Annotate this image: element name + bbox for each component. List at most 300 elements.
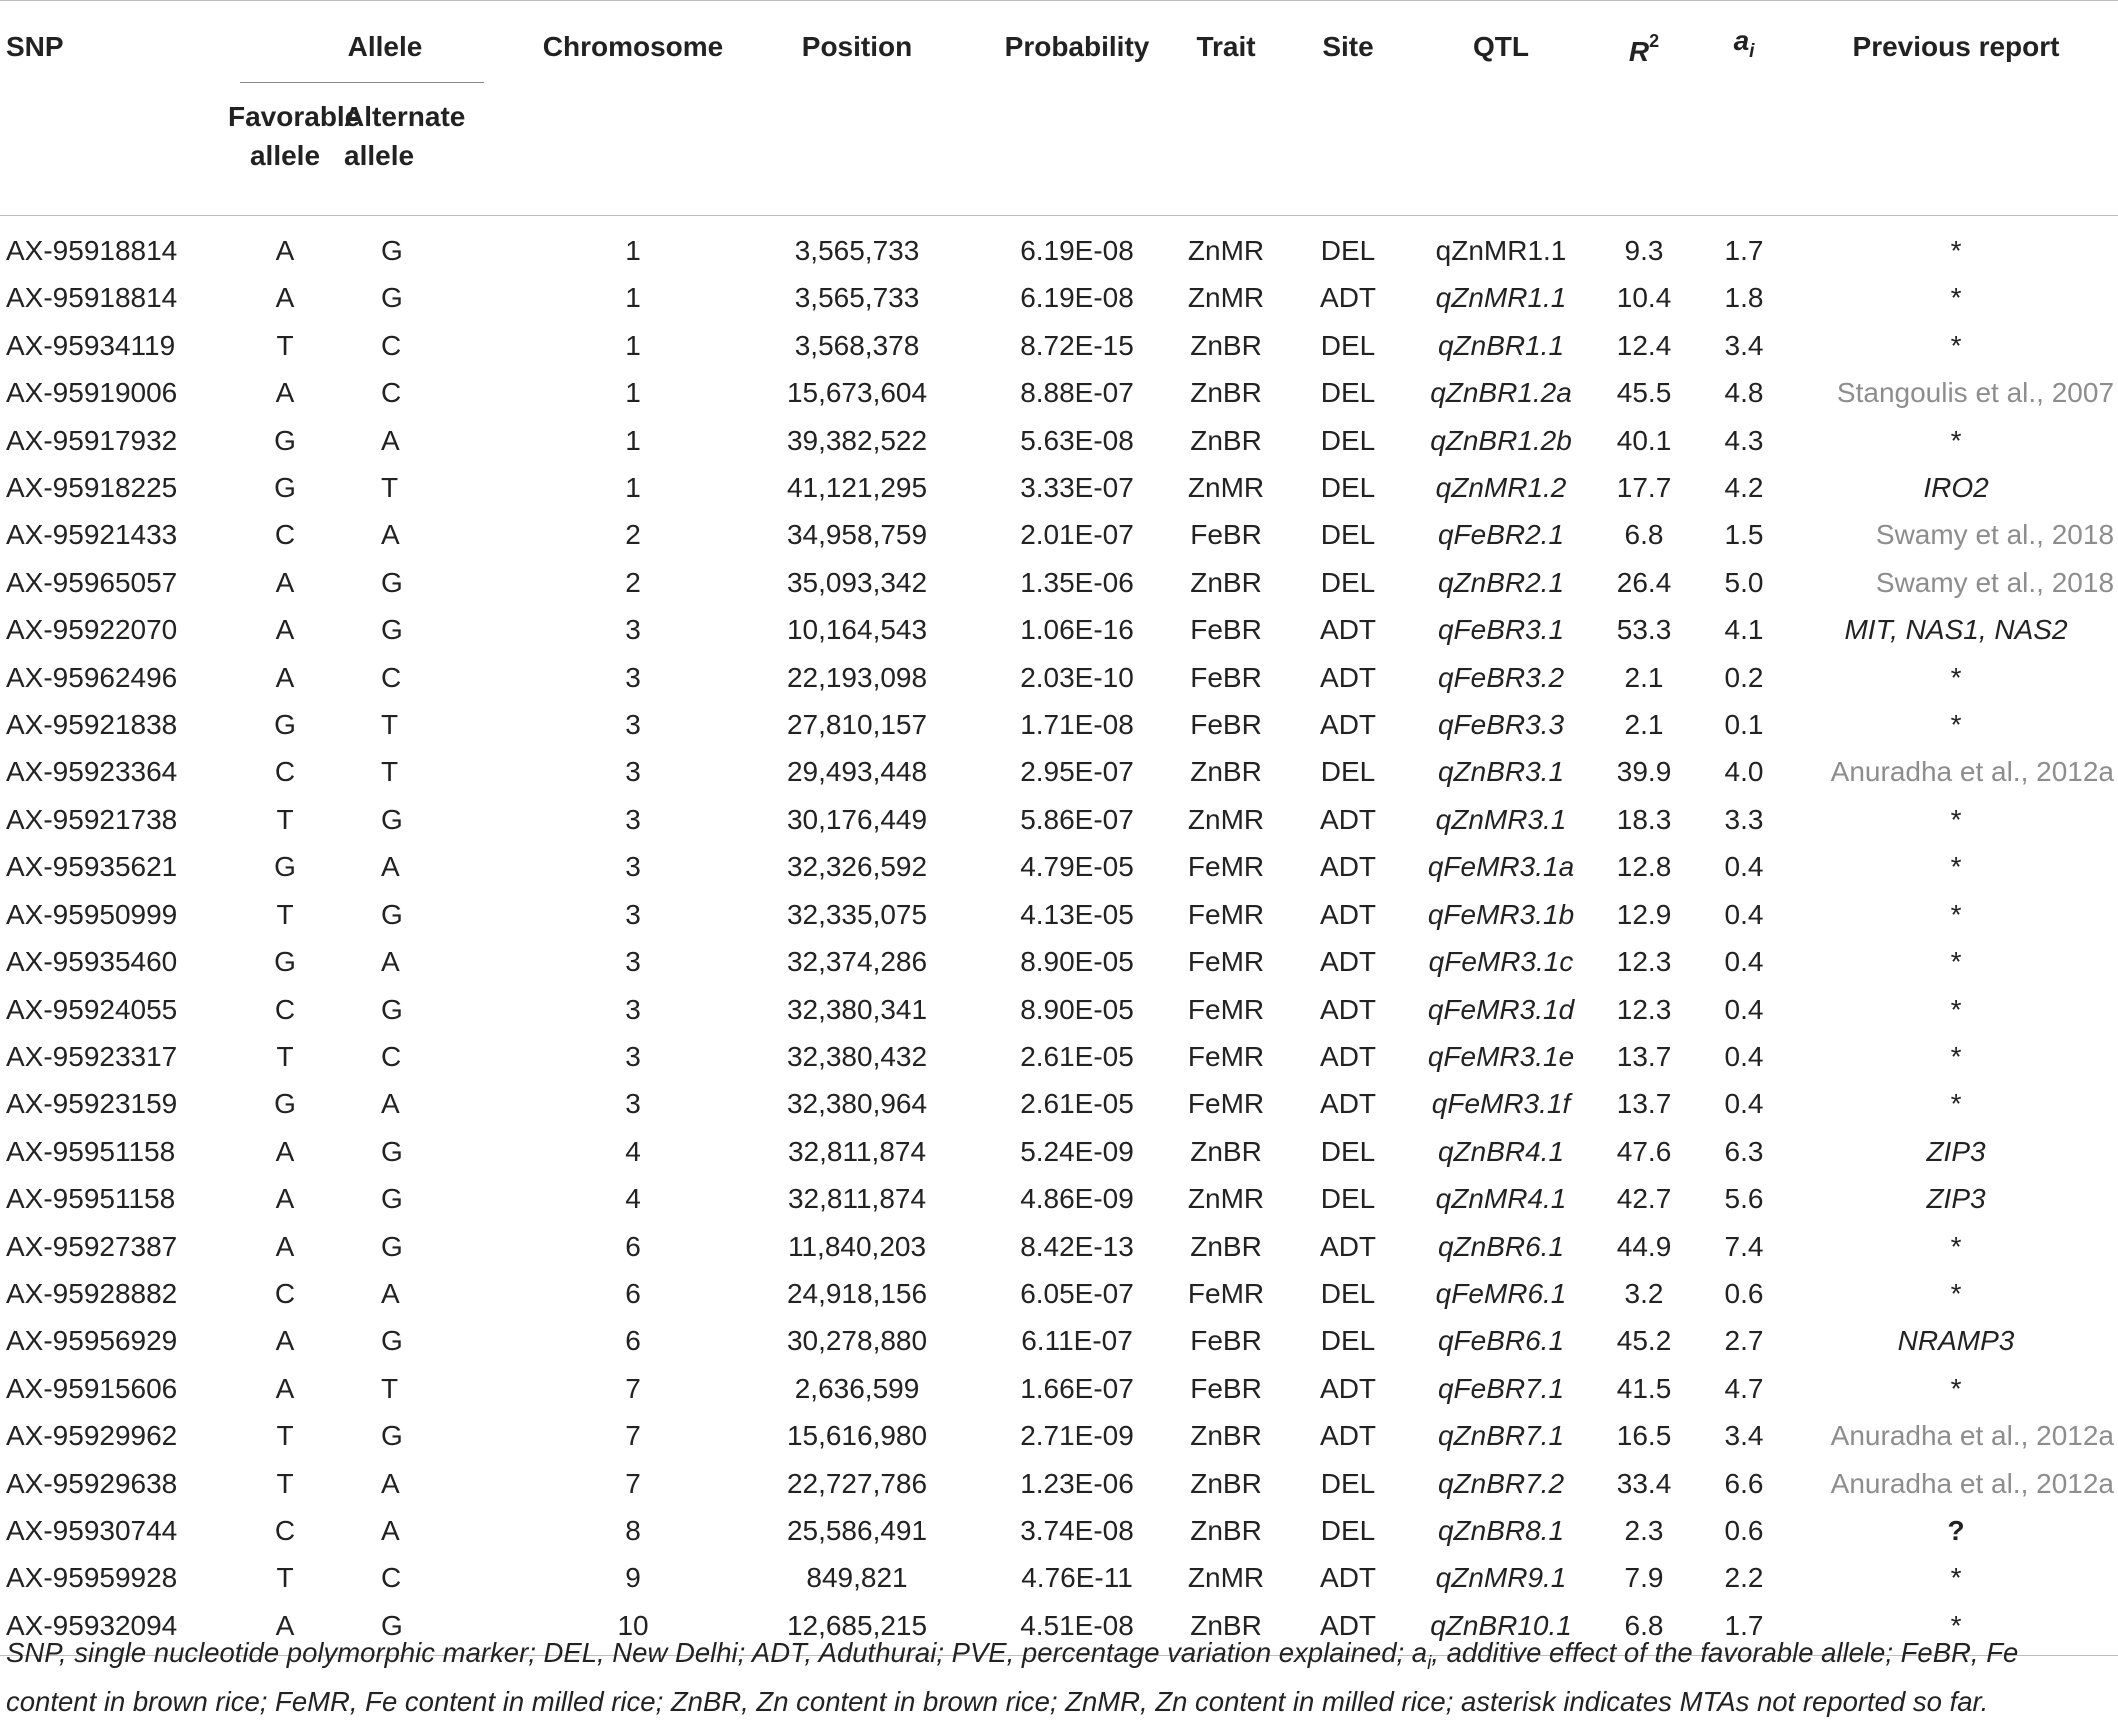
r2-cell: 6.8 xyxy=(1624,1609,1664,1641)
alternate-allele-cell: G xyxy=(381,235,403,266)
site-cell: DEL xyxy=(1320,1467,1376,1499)
favorable-allele-cell: T xyxy=(276,803,294,835)
qtl-cell: qZnBR1.1 xyxy=(1437,329,1565,361)
col-favorable-allele: Favorable allele xyxy=(228,101,361,171)
position-cell: 39,382,522 xyxy=(786,424,928,456)
favorable-allele-cell: A xyxy=(275,661,295,693)
previous-report-cell: * xyxy=(1950,1040,1962,1072)
alternate-allele-cell: A xyxy=(381,519,400,551)
site-cell: DEL xyxy=(1320,1277,1376,1309)
probability-cell: 2.95E-07 xyxy=(1020,756,1134,788)
trait-cell: ZnMR xyxy=(1187,1562,1265,1594)
previous-report-cell: Swamy et al., 2018 xyxy=(1875,519,2115,551)
site-cell: ADT xyxy=(1320,1420,1377,1452)
trait-cell: FeBR xyxy=(1190,1325,1262,1357)
favorable-allele-cell: C xyxy=(274,1514,296,1546)
snp-cell: AX-95923159 xyxy=(6,1088,178,1120)
site-cell: DEL xyxy=(1320,519,1376,551)
position-cell: 30,278,880 xyxy=(786,1325,928,1357)
position-cell: 22,193,098 xyxy=(786,661,928,693)
chromosome-cell: 1 xyxy=(625,377,641,409)
favorable-allele-cell: C xyxy=(274,1277,296,1309)
table-row xyxy=(0,796,2118,843)
table-row xyxy=(0,1223,2118,1270)
table-body xyxy=(0,216,2118,1656)
site-cell: DEL xyxy=(1320,424,1376,456)
site-cell: ADT xyxy=(1320,614,1377,646)
previous-report-cell: Anuradha et al., 2012a xyxy=(1830,1420,2115,1452)
ai-cell: 0.4 xyxy=(1724,946,1764,978)
table-row xyxy=(0,369,2118,416)
table-row xyxy=(0,891,2118,938)
favorable-allele-cell: G xyxy=(274,946,296,978)
col-snp: SNP xyxy=(6,30,64,62)
previous-report-cell: ? xyxy=(1947,1514,1965,1546)
alternate-allele-cell: A xyxy=(381,1088,400,1120)
trait-cell: FeMR xyxy=(1187,898,1265,930)
alternate-allele-cell: C xyxy=(381,1040,402,1072)
ai-cell: 4.7 xyxy=(1724,1372,1764,1404)
site-cell: ADT xyxy=(1320,1609,1377,1641)
ai-cell: 3.4 xyxy=(1724,329,1764,361)
trait-cell: ZnBR xyxy=(1190,756,1262,788)
r2-cell: 2.1 xyxy=(1624,661,1664,693)
ai-cell: 1.7 xyxy=(1724,235,1764,266)
site-cell: ADT xyxy=(1320,1230,1377,1262)
position-cell: 15,616,980 xyxy=(786,1420,928,1452)
alternate-allele-cell: G xyxy=(381,993,403,1025)
qtl-cell: qZnBR10.1 xyxy=(1430,1609,1572,1641)
site-cell: DEL xyxy=(1320,472,1376,504)
table-row xyxy=(0,938,2118,985)
ai-cell: 0.4 xyxy=(1724,898,1764,930)
trait-cell: ZnMR xyxy=(1187,1183,1265,1215)
ai-cell: 2.2 xyxy=(1724,1562,1764,1594)
col-site: Site xyxy=(1322,30,1374,62)
qtl-cell: qFeMR3.1a xyxy=(1427,851,1575,883)
previous-report-cell: * xyxy=(1950,661,1962,693)
table-row xyxy=(0,1507,2118,1554)
probability-cell: 4.13E-05 xyxy=(1020,898,1134,930)
table-row xyxy=(0,701,2118,748)
chromosome-cell: 7 xyxy=(625,1420,641,1452)
ai-cell: 0.4 xyxy=(1724,993,1764,1025)
snp-cell: AX-95928882 xyxy=(6,1277,178,1309)
alternate-allele-cell: C xyxy=(381,661,402,693)
chromosome-cell: 1 xyxy=(625,472,641,504)
probability-cell: 5.63E-08 xyxy=(1020,424,1134,456)
site-cell: ADT xyxy=(1320,709,1377,741)
site-cell: ADT xyxy=(1320,282,1377,314)
site-cell: ADT xyxy=(1320,1372,1377,1404)
alternate-allele-cell: C xyxy=(381,329,402,361)
chromosome-cell: 1 xyxy=(625,424,641,456)
position-cell: 30,176,449 xyxy=(786,803,928,835)
chromosome-cell: 3 xyxy=(625,661,641,693)
chromosome-cell: 3 xyxy=(625,1088,641,1120)
site-cell: DEL xyxy=(1320,329,1376,361)
alternate-allele-cell: G xyxy=(381,1325,403,1357)
alternate-allele-cell: A xyxy=(381,851,400,883)
probability-cell: 8.90E-05 xyxy=(1020,946,1134,978)
col-qtl: QTL xyxy=(1473,30,1530,62)
r2-cell: 7.9 xyxy=(1624,1562,1664,1594)
alternate-allele-cell: T xyxy=(381,709,399,741)
snp-cell: AX-95932094 xyxy=(6,1609,178,1641)
col-alternate-allele: Alternate allele xyxy=(344,101,466,171)
trait-cell: ZnBR xyxy=(1190,1609,1262,1641)
chromosome-cell: 9 xyxy=(625,1562,641,1594)
previous-report-cell: MIT, NAS1, NAS2 xyxy=(1844,614,2068,646)
favorable-allele-cell: A xyxy=(275,1183,295,1215)
favorable-allele-cell: G xyxy=(274,424,296,456)
previous-report-cell: * xyxy=(1950,898,1962,930)
favorable-allele-cell: A xyxy=(275,282,295,314)
r2-cell: 39.9 xyxy=(1616,756,1672,788)
position-cell: 29,493,448 xyxy=(786,756,928,788)
ai-cell: 4.3 xyxy=(1724,424,1764,456)
r2-cell: 10.4 xyxy=(1616,282,1672,314)
snp-cell: AX-95918814 xyxy=(6,282,178,314)
previous-report-cell: * xyxy=(1950,946,1962,978)
qtl-cell: qZnBR4.1 xyxy=(1437,1135,1565,1167)
favorable-allele-cell: G xyxy=(274,709,296,741)
favorable-allele-cell: A xyxy=(275,1325,295,1357)
qtl-cell: qFeBR7.1 xyxy=(1437,1372,1565,1404)
probability-cell: 3.33E-07 xyxy=(1020,472,1134,504)
site-cell: ADT xyxy=(1320,946,1377,978)
qtl-cell: qZnBR3.1 xyxy=(1437,756,1565,788)
snp-cell: AX-95918225 xyxy=(6,472,178,504)
site-cell: ADT xyxy=(1320,661,1377,693)
ai-cell: 0.6 xyxy=(1724,1277,1764,1309)
position-cell: 3,565,733 xyxy=(794,235,920,266)
qtl-cell: qFeMR3.1f xyxy=(1431,1088,1571,1120)
chromosome-cell: 3 xyxy=(625,709,641,741)
qtl-cell: qZnBR1.2b xyxy=(1430,424,1572,456)
site-cell: DEL xyxy=(1320,566,1376,598)
position-cell: 32,380,964 xyxy=(786,1088,928,1120)
position-cell: 22,727,786 xyxy=(786,1467,928,1499)
qtl-cell: qZnMR4.1 xyxy=(1435,1183,1567,1215)
position-cell: 34,958,759 xyxy=(786,519,928,551)
snp-cell: AX-95918814 xyxy=(6,235,178,266)
r2-cell: 47.6 xyxy=(1616,1135,1672,1167)
favorable-allele-cell: T xyxy=(276,1467,294,1499)
probability-cell: 2.61E-05 xyxy=(1020,1040,1134,1072)
position-cell: 11,840,203 xyxy=(787,1230,927,1262)
r2-cell: 12.3 xyxy=(1616,946,1672,978)
probability-cell: 4.86E-09 xyxy=(1020,1183,1134,1215)
ai-cell: 3.3 xyxy=(1724,803,1764,835)
site-cell: DEL xyxy=(1320,1135,1376,1167)
favorable-allele-cell: T xyxy=(276,1420,294,1452)
table-row xyxy=(0,1460,2118,1507)
table-row xyxy=(0,1412,2118,1459)
previous-report-cell: Stangoulis et al., 2007 xyxy=(1836,377,2115,409)
probability-cell: 5.24E-09 xyxy=(1020,1135,1134,1167)
position-cell: 3,565,733 xyxy=(794,282,920,314)
position-cell: 32,811,874 xyxy=(787,1183,927,1215)
r2-cell: 13.7 xyxy=(1616,1088,1672,1120)
qtl-cell: qFeBR6.1 xyxy=(1437,1325,1565,1357)
position-cell: 10,164,543 xyxy=(786,614,928,646)
trait-cell: FeMR xyxy=(1187,993,1265,1025)
r2-cell: 33.4 xyxy=(1616,1467,1672,1499)
position-cell: 32,380,432 xyxy=(786,1040,928,1072)
snp-cell: AX-95965057 xyxy=(6,566,178,598)
probability-cell: 4.79E-05 xyxy=(1020,851,1134,883)
favorable-allele-cell: T xyxy=(276,1040,294,1072)
chromosome-cell: 4 xyxy=(625,1135,641,1167)
probability-cell: 6.05E-07 xyxy=(1020,1277,1134,1309)
chromosome-cell: 2 xyxy=(625,566,641,598)
col-r2: $R^2$ xyxy=(1628,30,1660,67)
chromosome-cell: 3 xyxy=(625,993,641,1025)
table-row xyxy=(0,1554,2118,1601)
probability-cell: 6.19E-08 xyxy=(1020,235,1134,266)
probability-cell: 8.88E-07 xyxy=(1020,377,1134,409)
ai-cell: 6.3 xyxy=(1724,1135,1764,1167)
previous-report-cell: * xyxy=(1950,1372,1962,1404)
trait-cell: FeBR xyxy=(1190,519,1262,551)
favorable-allele-cell: A xyxy=(275,566,295,598)
position-cell: 27,810,157 xyxy=(786,709,928,741)
position-cell: 15,673,604 xyxy=(786,377,928,409)
chromosome-cell: 6 xyxy=(625,1277,641,1309)
table-row xyxy=(0,1317,2118,1364)
chromosome-cell: 3 xyxy=(625,756,641,788)
alternate-allele-cell: C xyxy=(381,377,402,409)
previous-report-cell: * xyxy=(1950,235,1962,266)
r2-cell: 2.3 xyxy=(1624,1514,1664,1546)
alternate-allele-cell: G xyxy=(381,282,403,314)
previous-report-cell: * xyxy=(1950,1088,1962,1120)
qtl-cell: qZnMR9.1 xyxy=(1435,1562,1567,1594)
r2-cell: 18.3 xyxy=(1616,803,1672,835)
position-cell: 32,326,592 xyxy=(786,851,928,883)
table-row xyxy=(0,464,2118,511)
previous-report-cell: * xyxy=(1950,329,1962,361)
favorable-allele-cell: C xyxy=(274,756,296,788)
ai-cell: 4.8 xyxy=(1724,377,1764,409)
favorable-allele-cell: T xyxy=(276,329,294,361)
position-cell: 25,586,491 xyxy=(786,1514,928,1546)
snp-cell: AX-95956929 xyxy=(6,1325,178,1357)
qtl-cell: qFeMR3.1c xyxy=(1428,946,1574,978)
chromosome-cell: 3 xyxy=(625,1040,641,1072)
ai-cell: 3.4 xyxy=(1724,1420,1764,1452)
site-cell: ADT xyxy=(1320,1562,1377,1594)
chromosome-cell: 1 xyxy=(625,235,641,266)
r2-cell: 45.5 xyxy=(1616,377,1672,409)
favorable-allele-cell: A xyxy=(275,1230,295,1262)
previous-report-cell: * xyxy=(1950,803,1962,835)
previous-report-cell: * xyxy=(1950,282,1962,314)
qtl-cell: qZnBR7.1 xyxy=(1437,1420,1565,1452)
snp-cell: AX-95935621 xyxy=(6,851,178,883)
chromosome-cell: 1 xyxy=(625,329,641,361)
trait-cell: FeBR xyxy=(1190,614,1262,646)
qtl-cell: qFeMR3.1e xyxy=(1427,1040,1575,1072)
qtl-cell: qFeBR3.1 xyxy=(1437,614,1565,646)
table-row xyxy=(0,1365,2118,1412)
site-cell: ADT xyxy=(1320,993,1377,1025)
probability-cell: 8.42E-13 xyxy=(1020,1230,1134,1262)
alternate-allele-cell: G xyxy=(381,898,403,930)
table-row xyxy=(0,1175,2118,1222)
qtl-cell: qZnBR7.2 xyxy=(1437,1467,1565,1499)
qtl-cell: qZnBR8.1 xyxy=(1437,1514,1565,1546)
table-row xyxy=(0,986,2118,1033)
r2-cell: 16.5 xyxy=(1616,1420,1672,1452)
position-cell: 12,685,215 xyxy=(786,1609,928,1641)
trait-cell: ZnBR xyxy=(1190,1467,1262,1499)
previous-report-cell: * xyxy=(1950,1562,1962,1594)
site-cell: ADT xyxy=(1320,851,1377,883)
alternate-allele-cell: G xyxy=(381,1183,403,1215)
r2-cell: 17.7 xyxy=(1616,472,1672,504)
trait-cell: ZnMR xyxy=(1187,282,1265,314)
probability-cell: 1.06E-16 xyxy=(1020,614,1134,646)
chromosome-cell: 3 xyxy=(625,946,641,978)
previous-report-cell: * xyxy=(1950,709,1962,741)
qtl-cell: qFeMR3.1b xyxy=(1427,898,1575,930)
ai-cell: 2.7 xyxy=(1724,1325,1764,1357)
table-row xyxy=(0,274,2118,321)
favorable-allele-cell: C xyxy=(274,993,296,1025)
snp-cell: AX-95934119 xyxy=(6,329,176,361)
alternate-allele-cell: T xyxy=(381,1372,399,1404)
snp-cell: AX-95921838 xyxy=(6,709,178,741)
chromosome-cell: 4 xyxy=(625,1183,641,1215)
header-row xyxy=(0,1,2118,92)
previous-report-cell: * xyxy=(1950,993,1962,1025)
position-cell: 32,335,075 xyxy=(786,898,928,930)
snp-cell: AX-95927387 xyxy=(6,1230,178,1262)
table-row xyxy=(0,1033,2118,1080)
probability-cell: 6.11E-07 xyxy=(1021,1325,1133,1357)
probability-cell: 8.90E-05 xyxy=(1020,993,1134,1025)
trait-cell: ZnBR xyxy=(1190,1514,1262,1546)
previous-report-cell: * xyxy=(1950,1277,1962,1309)
probability-cell: 1.23E-06 xyxy=(1020,1467,1134,1499)
previous-report-cell: NRAMP3 xyxy=(1897,1325,2015,1357)
ai-cell: 0.6 xyxy=(1724,1514,1764,1546)
probability-cell: 6.19E-08 xyxy=(1020,282,1134,314)
r2-cell: 26.4 xyxy=(1616,566,1672,598)
site-cell: DEL xyxy=(1320,1325,1376,1357)
position-cell: 24,918,156 xyxy=(786,1277,928,1309)
probability-cell: 5.86E-07 xyxy=(1020,803,1134,835)
qtl-cell: qZnMR1.2 xyxy=(1435,472,1567,504)
favorable-allele-cell: A xyxy=(275,1372,295,1404)
site-cell: DEL xyxy=(1320,1183,1376,1215)
snp-cell: AX-95951158 xyxy=(6,1183,176,1215)
snp-cell: AX-95930744 xyxy=(6,1514,178,1546)
table-row xyxy=(0,417,2118,464)
snp-cell: AX-95915606 xyxy=(6,1372,178,1404)
snp-cell: AX-95950999 xyxy=(6,898,178,930)
table-row xyxy=(0,748,2118,795)
qtl-cell: qZnBR2.1 xyxy=(1437,566,1565,598)
favorable-allele-cell: C xyxy=(274,519,296,551)
previous-report-cell: Anuradha et al., 2012a xyxy=(1830,1467,2115,1499)
snp-cell: AX-95921738 xyxy=(6,803,178,835)
alternate-allele-cell: G xyxy=(381,1230,403,1262)
r2-cell: 12.3 xyxy=(1616,993,1672,1025)
snp-cell: AX-95959928 xyxy=(6,1562,178,1594)
alternate-allele-cell: G xyxy=(381,1420,403,1452)
favorable-allele-cell: A xyxy=(275,377,295,409)
qtl-cell: qFeMR3.1d xyxy=(1427,993,1575,1025)
col-ai: $a_i$ xyxy=(1733,25,1755,62)
subheader-row xyxy=(0,91,2118,216)
snp-cell: AX-95923317 xyxy=(6,1040,178,1072)
qtl-cell: qFeMR6.1 xyxy=(1435,1277,1567,1309)
favorable-allele-cell: G xyxy=(274,851,296,883)
position-cell: 32,811,874 xyxy=(787,1135,927,1167)
trait-cell: ZnBR xyxy=(1190,1420,1262,1452)
r2-cell: 45.2 xyxy=(1616,1325,1672,1357)
probability-cell: 3.74E-08 xyxy=(1020,1514,1134,1546)
alternate-allele-cell: C xyxy=(381,1562,402,1594)
alternate-allele-cell: A xyxy=(381,1277,400,1309)
site-cell: ADT xyxy=(1320,803,1377,835)
alternate-allele-cell: A xyxy=(381,424,400,456)
r2-cell: 42.7 xyxy=(1616,1183,1672,1215)
trait-cell: FeBR xyxy=(1190,661,1262,693)
trait-cell: FeMR xyxy=(1187,946,1265,978)
r2-cell: 40.1 xyxy=(1616,424,1672,456)
trait-cell: ZnBR xyxy=(1190,377,1262,409)
allele-label: Allele xyxy=(347,30,423,62)
table-row xyxy=(0,322,2118,369)
table-row xyxy=(0,1080,2118,1127)
probability-cell: 4.76E-11 xyxy=(1021,1562,1133,1594)
col-previous-report: Previous report xyxy=(1852,30,2060,62)
alternate-allele-cell: G xyxy=(381,1609,403,1641)
position-cell: 35,093,342 xyxy=(786,566,928,598)
table-row xyxy=(0,511,2118,558)
trait-cell: ZnBR xyxy=(1190,329,1262,361)
previous-report-cell: * xyxy=(1950,851,1962,883)
r2-cell: 12.8 xyxy=(1616,851,1672,883)
favorable-allele-cell: T xyxy=(276,898,294,930)
trait-cell: FeMR xyxy=(1187,851,1265,883)
favorable-allele-cell: G xyxy=(274,472,296,504)
alternate-allele-cell: A xyxy=(381,1467,400,1499)
r2-cell: 3.2 xyxy=(1624,1277,1664,1309)
trait-cell: ZnBR xyxy=(1190,424,1262,456)
snp-cell: AX-95924055 xyxy=(6,993,178,1025)
snp-cell: AX-95922070 xyxy=(6,614,178,646)
qtl-cell: qZnBR6.1 xyxy=(1437,1230,1565,1262)
trait-cell: ZnBR xyxy=(1190,1230,1262,1262)
favorable-allele-cell: G xyxy=(274,1088,296,1120)
ai-cell: 0.1 xyxy=(1724,709,1764,741)
probability-cell: 2.03E-10 xyxy=(1020,661,1134,693)
trait-cell: FeMR xyxy=(1187,1088,1265,1120)
ai-cell: 5.6 xyxy=(1724,1183,1764,1215)
favorable-allele-cell: A xyxy=(275,1609,295,1641)
probability-cell: 2.71E-09 xyxy=(1020,1420,1134,1452)
table-row xyxy=(0,843,2118,890)
probability-cell: 1.71E-08 xyxy=(1020,709,1134,741)
alternate-allele-cell: T xyxy=(381,472,399,504)
trait-cell: FeBR xyxy=(1190,709,1262,741)
trait-cell: ZnBR xyxy=(1190,1135,1262,1167)
